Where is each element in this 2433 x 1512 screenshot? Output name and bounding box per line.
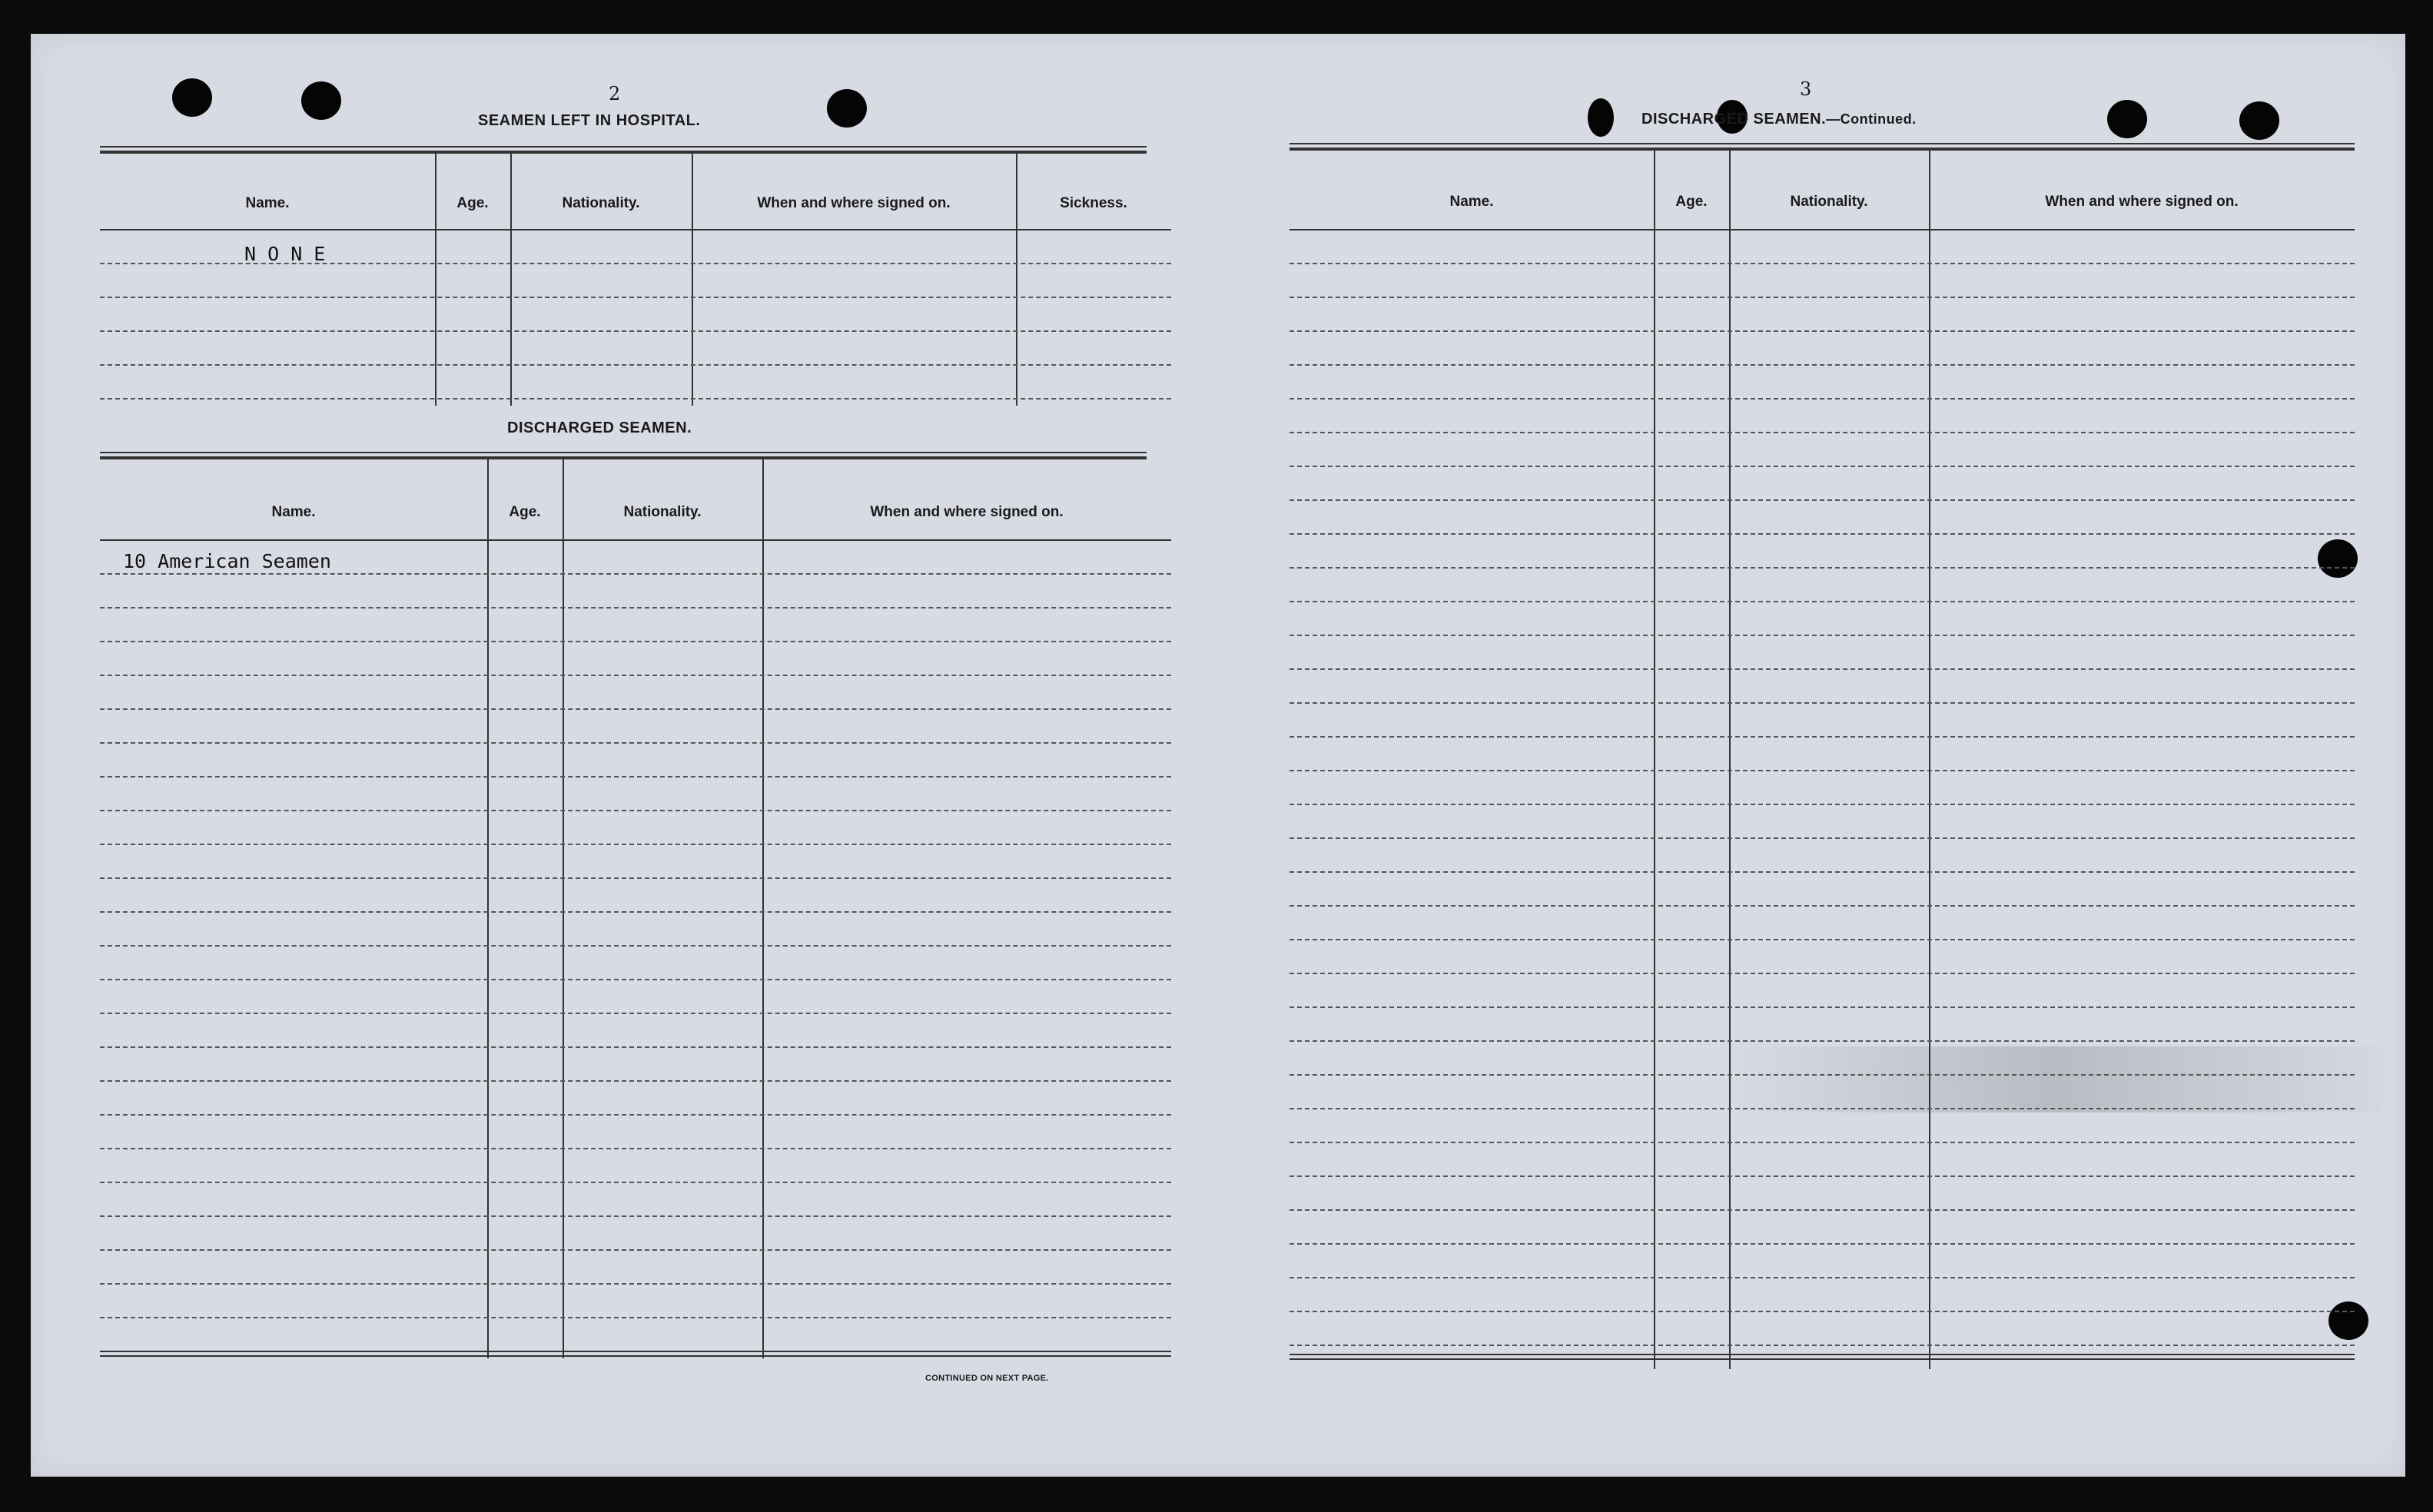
table-row	[1290, 1175, 2355, 1177]
column-divider	[762, 459, 764, 1358]
column-header-age: Age.	[509, 504, 541, 520]
table-row	[1290, 1311, 2355, 1312]
table-row	[1290, 398, 2355, 400]
column-header-age: Age.	[456, 195, 489, 211]
table-row	[1290, 905, 2355, 907]
column-header-nationality: Nationality.	[1790, 194, 1868, 210]
table-row	[100, 330, 1171, 332]
table-row	[100, 844, 1171, 845]
table-row	[100, 1013, 1171, 1014]
table-row	[1290, 871, 2355, 873]
column-header-sickness: Sickness.	[1060, 195, 1127, 211]
table-row	[1290, 601, 2355, 602]
table-row	[1290, 770, 2355, 771]
table-row	[100, 1182, 1171, 1183]
table-row	[100, 675, 1171, 676]
table-row	[100, 1249, 1171, 1251]
divider	[1290, 143, 2355, 144]
punch-hole	[172, 78, 212, 117]
table-row	[100, 1215, 1171, 1217]
table-row	[100, 573, 1171, 575]
discharged-continued-title	[1641, 111, 1917, 128]
table-row	[100, 607, 1171, 608]
column-header-signed-on: When and where signed on.	[2045, 194, 2239, 210]
column-header-name: Name.	[271, 504, 316, 520]
table-row	[100, 1114, 1171, 1116]
table-row	[1290, 736, 2355, 738]
table-row	[1290, 330, 2355, 332]
title-suffix: —Continued.	[1826, 111, 1917, 127]
discharged-table-right	[1290, 149, 2355, 1369]
table-row	[100, 364, 1171, 366]
table-row	[1290, 668, 2355, 670]
table-row	[100, 708, 1171, 710]
column-divider	[487, 459, 489, 1358]
table-row	[1290, 364, 2355, 366]
punch-hole	[301, 81, 341, 120]
table-row	[1290, 1040, 2355, 1042]
divider	[100, 452, 1147, 453]
table-row	[1290, 1006, 2355, 1008]
table-bottom-rule	[1290, 1358, 2355, 1360]
hospital-entry-name: N O N E	[244, 243, 326, 265]
column-header-age: Age.	[1675, 194, 1708, 210]
table-row	[100, 776, 1171, 778]
table-bottom-rule	[100, 1351, 1171, 1352]
table-row	[1290, 1209, 2355, 1211]
document-paper	[31, 34, 2405, 1477]
table-row	[100, 1080, 1171, 1082]
table-row	[100, 1148, 1171, 1149]
column-divider	[1016, 152, 1017, 406]
table-row	[1290, 297, 2355, 298]
table-row	[1290, 533, 2355, 535]
hospital-section-title: SEAMEN LEFT IN HOSPITAL.	[478, 112, 701, 129]
column-header-nationality: Nationality.	[562, 195, 640, 211]
title-main: DISCHARGED SEAMEN.	[1641, 111, 1827, 128]
column-divider	[692, 152, 693, 406]
table-row	[1290, 1108, 2355, 1109]
column-divider	[435, 152, 436, 406]
column-divider	[1654, 149, 1655, 1369]
table-row	[1290, 1277, 2355, 1278]
column-divider	[510, 152, 512, 406]
header-rule	[1290, 229, 2355, 230]
punch-hole	[827, 89, 867, 128]
page-number-left: 2	[609, 83, 621, 104]
column-header-name: Name.	[1449, 194, 1494, 210]
table-row	[1290, 567, 2355, 569]
table-bottom-rule	[100, 1355, 1171, 1357]
table-row	[100, 742, 1171, 744]
table-row	[1290, 837, 2355, 839]
table-bottom-rule	[1290, 1354, 2355, 1355]
table-row	[100, 810, 1171, 811]
discharged-table-left	[100, 459, 1171, 1358]
punch-hole	[1588, 98, 1614, 137]
table-row	[1290, 635, 2355, 636]
hospital-table	[100, 152, 1171, 406]
table-row	[100, 979, 1171, 980]
table-row	[100, 911, 1171, 913]
table-row	[100, 1046, 1171, 1048]
column-divider	[563, 459, 564, 1358]
discharged-section-title: DISCHARGED SEAMEN.	[507, 419, 692, 436]
table-row	[100, 1317, 1171, 1318]
table-row	[1290, 1074, 2355, 1076]
header-rule	[100, 539, 1171, 541]
table-row	[1290, 939, 2355, 940]
table-row	[1290, 466, 2355, 467]
table-row	[1290, 263, 2355, 264]
column-divider	[1929, 149, 1930, 1369]
column-divider	[1729, 149, 1731, 1369]
continued-note: CONTINUED ON NEXT PAGE.	[925, 1374, 1049, 1383]
table-row	[1290, 432, 2355, 433]
discharged-entry-name: 10 American Seamen	[123, 550, 331, 572]
table-row	[1290, 1345, 2355, 1346]
column-header-name: Name.	[245, 195, 290, 211]
divider	[100, 146, 1147, 148]
header-rule	[100, 229, 1171, 230]
punch-hole	[2107, 100, 2147, 138]
page-number-right: 3	[1800, 78, 1812, 100]
table-row	[100, 641, 1171, 642]
table-row	[1290, 499, 2355, 501]
column-header-signed-on: When and where signed on.	[757, 195, 951, 211]
table-row	[1290, 1243, 2355, 1245]
table-row	[1290, 1142, 2355, 1143]
table-row	[100, 945, 1171, 947]
table-row	[1290, 804, 2355, 805]
column-header-signed-on: When and where signed on.	[870, 504, 1064, 520]
column-header-nationality: Nationality.	[623, 504, 702, 520]
punch-hole	[2239, 101, 2279, 140]
table-row	[100, 297, 1171, 298]
table-row	[1290, 973, 2355, 974]
table-row	[100, 398, 1171, 400]
table-row	[100, 1283, 1171, 1285]
table-row	[1290, 702, 2355, 704]
table-row	[100, 877, 1171, 879]
